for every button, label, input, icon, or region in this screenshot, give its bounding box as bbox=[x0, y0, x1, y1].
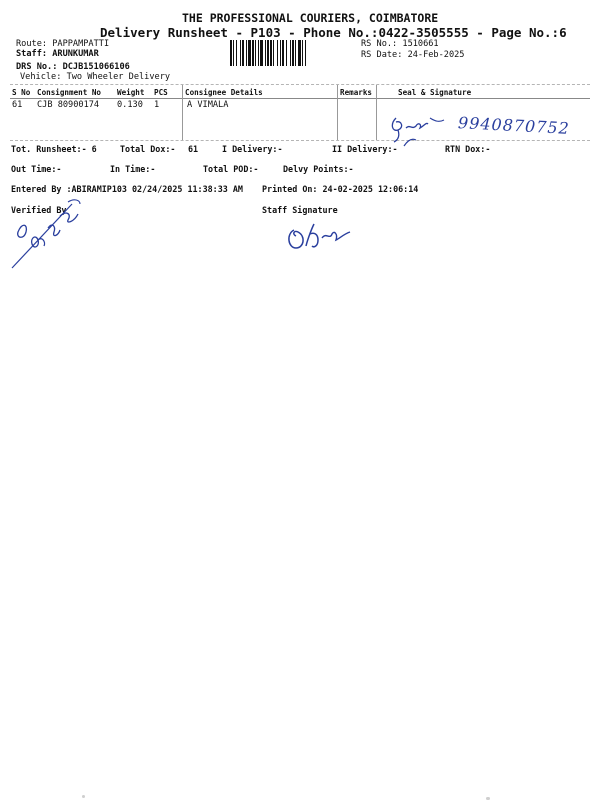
header-sno: S No bbox=[12, 88, 31, 97]
rs-number: RS No.: 1510661 bbox=[361, 39, 439, 49]
total-dox-label: Total Dox:- bbox=[120, 144, 176, 154]
tot-runsheet: Tot. Runsheet:- 6 bbox=[11, 144, 97, 154]
barcode-bar bbox=[246, 40, 247, 66]
company-title: THE PROFESSIONAL COURIERS, COIMBATORE bbox=[182, 11, 439, 25]
vehicle-label: Vehicle: Two Wheeler Delivery bbox=[20, 72, 171, 82]
header-consignment-no: Consignment No bbox=[37, 88, 102, 97]
header-remarks: Remarks bbox=[340, 88, 373, 97]
barcode-bar bbox=[273, 40, 274, 66]
barcode-bar bbox=[282, 40, 284, 66]
ii-delivery: II Delivery:- bbox=[332, 144, 398, 154]
header-seal-signature: Seal & Signature bbox=[398, 88, 472, 97]
route-label: Route: PAPPAMPATTI bbox=[16, 39, 110, 49]
rtn-dox: RTN Dox:- bbox=[445, 144, 491, 154]
runsheet-subtitle: Delivery Runsheet - P103 - Phone No.:0422-3505555 - Page No.:6 bbox=[100, 25, 567, 40]
total-pod: Total POD:- bbox=[203, 164, 259, 174]
barcode-bar bbox=[270, 40, 272, 66]
scan-speck bbox=[82, 795, 85, 798]
barcode bbox=[230, 40, 354, 66]
out-time: Out Time:- bbox=[11, 164, 62, 174]
barcode-bar bbox=[233, 40, 234, 66]
table-top-line bbox=[10, 84, 590, 85]
column-divider-consignee bbox=[182, 85, 183, 140]
barcode-bar bbox=[292, 40, 294, 66]
barcode-bar bbox=[230, 40, 232, 66]
barcode-bar bbox=[298, 40, 301, 66]
delvy-points: Delvy Points:- bbox=[283, 164, 354, 174]
barcode-bar bbox=[305, 40, 306, 66]
drs-number: DRS No.: DCJB151066106 bbox=[16, 62, 130, 72]
barcode-bar bbox=[302, 40, 303, 66]
header-pcs: PCS bbox=[154, 88, 168, 97]
barcode-bar bbox=[240, 40, 241, 66]
rs-date: RS Date: 24-Feb-2025 bbox=[361, 50, 465, 60]
barcode-bar bbox=[295, 40, 296, 66]
in-time: In Time:- bbox=[110, 164, 156, 174]
entered-by: Entered By :ABIRAMIP103 02/24/2025 11:38:33 AM bbox=[11, 184, 243, 194]
cell-sno: 61 bbox=[12, 100, 23, 110]
total-dox-value: 61 bbox=[188, 144, 199, 154]
barcode-bar bbox=[280, 40, 281, 66]
barcode-bar bbox=[286, 40, 287, 66]
printed-on: Printed On: 24-02-2025 12:06:14 bbox=[262, 184, 419, 194]
cell-pcs: 1 bbox=[154, 100, 160, 110]
verifier-signature-icon bbox=[8, 198, 108, 270]
barcode-bar bbox=[277, 40, 278, 66]
column-divider-seal bbox=[376, 85, 377, 140]
barcode-bar bbox=[255, 40, 256, 66]
barcode-bar bbox=[248, 40, 251, 66]
cell-consignee: A VIMALA bbox=[187, 100, 229, 110]
cell-weight: 0.130 bbox=[117, 100, 143, 110]
staff-label: Staff: ARUNKUMAR bbox=[16, 49, 99, 59]
table-header-line bbox=[10, 98, 590, 99]
handwritten-phone: 9940870752 bbox=[457, 113, 571, 138]
barcode-bar bbox=[236, 40, 237, 66]
verified-by-label: Verified By bbox=[11, 205, 67, 215]
barcode-bar bbox=[252, 40, 254, 66]
table-bottom-line bbox=[10, 140, 590, 141]
barcode-bar bbox=[258, 40, 259, 66]
staff-signature-label: Staff Signature bbox=[262, 205, 338, 215]
header-consignee-details: Consignee Details bbox=[185, 88, 263, 97]
i-delivery: I Delivery:- bbox=[222, 144, 283, 154]
barcode-bar bbox=[260, 40, 263, 66]
cell-consignment-no: CJB 80900174 bbox=[37, 100, 100, 110]
staff-signature-icon bbox=[284, 220, 356, 256]
header-weight: Weight bbox=[117, 88, 145, 97]
barcode-bar bbox=[265, 40, 266, 66]
barcode-bar bbox=[267, 40, 269, 66]
barcode-bar bbox=[290, 40, 291, 66]
barcode-bar bbox=[242, 40, 244, 66]
column-divider-remarks bbox=[337, 85, 338, 140]
